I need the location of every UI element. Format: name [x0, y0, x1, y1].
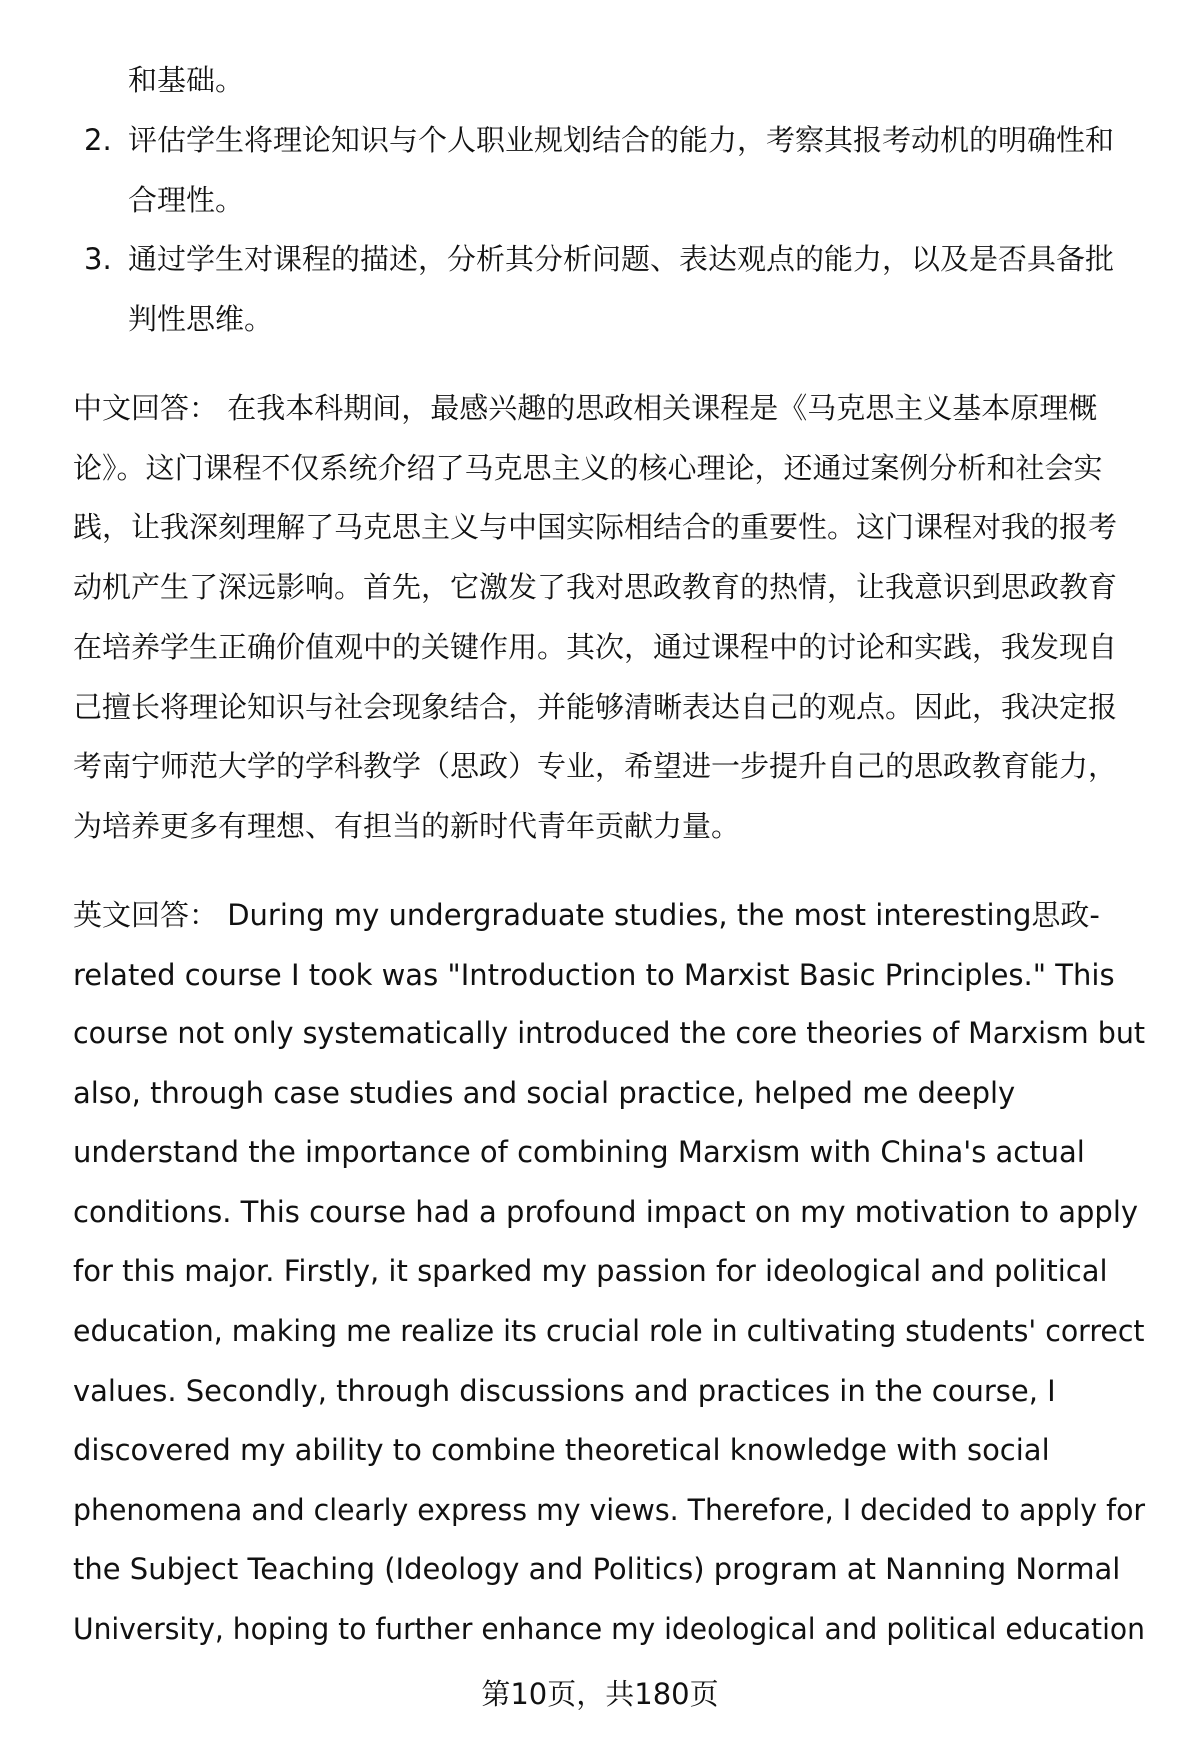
- list-item-line: 合理性。: [128, 183, 245, 217]
- paragraph-line: 中文回答： 在我本科期间，最感兴趣的思政相关课程是《马克思主义基本原理概: [73, 391, 1098, 425]
- paragraph-line: University, hoping to further enhance my ideological and political education: [73, 1612, 1145, 1646]
- paragraph-line: 己擅长将理论知识与社会现象结合，并能够清晰表达自己的观点。因此，我决定报: [73, 690, 1118, 724]
- paragraph-line: values. Secondly, through discussions and practices in the course, I: [73, 1374, 1056, 1408]
- paragraph-line: 动机产生了深远影响。首先，它激发了我对思政教育的热情，让我意识到思政教育: [73, 570, 1118, 604]
- paragraph-line: education, making me realize its crucial role in cultivating students' correct: [73, 1314, 1145, 1348]
- paragraph-line: the Subject Teaching (Ideology and Politics) program at Nanning Normal: [73, 1552, 1121, 1586]
- list-number: 3.: [84, 242, 112, 276]
- paragraph-line: 践，让我深刻理解了马克思主义与中国实际相结合的重要性。这门课程对我的报考: [73, 510, 1118, 544]
- list-item-line: 评估学生将理论知识与个人职业规划结合的能力，考察其报考动机的明确性和: [128, 123, 1115, 157]
- paragraph-line: understand the importance of combining Marxism with China's actual: [73, 1135, 1085, 1169]
- paragraph-line: for this major. Firstly, it sparked my passion for ideological and political: [73, 1254, 1108, 1288]
- paragraph-line: course not only systematically introduced the core theories of Marxism but: [73, 1016, 1146, 1050]
- list-item-line: 判性思维。: [128, 302, 274, 336]
- list-number: 2.: [84, 123, 112, 157]
- list-item-continuation: 和基础。: [128, 63, 245, 97]
- paragraph-line: related course I took was "Introduction to Marxist Basic Principles." This: [73, 958, 1115, 992]
- paragraph-line: conditions. This course had a profound impact on my motivation to apply: [73, 1195, 1139, 1229]
- page-number-footer: 第10页，共180页: [481, 1677, 719, 1711]
- paragraph-line: 为培养更多有理想、有担当的新时代青年贡献力量。: [73, 809, 741, 843]
- paragraph-line: 论》。这门课程不仅系统介绍了马克思主义的核心理论，还通过案例分析和社会实: [73, 451, 1103, 485]
- paragraph-line: phenomena and clearly express my views. Therefore, I decided to apply for: [73, 1493, 1146, 1527]
- paragraph-line: also, through case studies and social practice, helped me deeply: [73, 1076, 1016, 1110]
- paragraph-line: 在培养学生正确价值观中的关键作用。其次，通过课程中的讨论和实践，我发现自: [73, 630, 1118, 664]
- paragraph-line: 考南宁师范大学的学科教学（思政）专业，希望进一步提升自己的思政教育能力，: [73, 749, 1118, 783]
- list-item-line: 通过学生对课程的描述，分析其分析问题、表达观点的能力，以及是否具备批: [128, 242, 1115, 276]
- paragraph-line: 英文回答： During my undergraduate studies, the most interesting思政-: [73, 898, 1100, 932]
- paragraph-line: discovered my ability to combine theoretical knowledge with social: [73, 1433, 1050, 1467]
